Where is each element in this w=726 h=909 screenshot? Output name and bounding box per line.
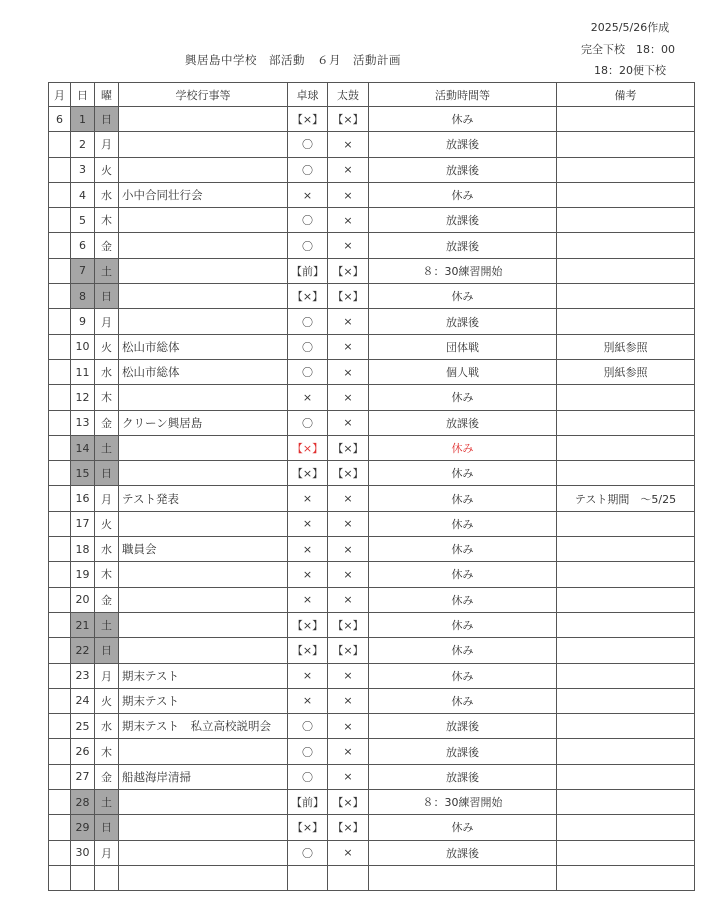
day-cell: 20 — [71, 587, 95, 612]
activity-cell: 放課後 — [369, 840, 557, 865]
table-row — [49, 410, 695, 435]
table-row — [49, 208, 695, 233]
day-cell: 25 — [71, 714, 95, 739]
activity-cell: 放課後 — [369, 233, 557, 258]
event-cell: 期末テスト — [119, 688, 288, 713]
activity-cell: ８：30練習開始 — [369, 790, 557, 815]
weekday-cell: 土 — [95, 790, 119, 815]
month-cell — [49, 688, 71, 713]
table-tennis-cell: × — [288, 537, 328, 562]
activity-cell: 休み — [369, 435, 557, 460]
full-leave-time: 完全下校 18：00 — [581, 43, 675, 56]
note-cell — [557, 410, 695, 435]
weekday-cell: 火 — [95, 688, 119, 713]
table-row — [49, 258, 695, 283]
table-row — [49, 840, 695, 865]
month-cell — [49, 385, 71, 410]
month-cell — [49, 815, 71, 840]
day-cell: 19 — [71, 562, 95, 587]
weekday-cell: 日 — [95, 284, 119, 309]
weekday-cell: 月 — [95, 486, 119, 511]
table-row — [49, 612, 695, 637]
table-row — [49, 562, 695, 587]
note-cell — [557, 258, 695, 283]
taiko-cell: × — [328, 157, 369, 182]
day-cell: 7 — [71, 258, 95, 283]
day-cell: 16 — [71, 486, 95, 511]
taiko-cell: × — [328, 233, 369, 258]
note-cell — [557, 233, 695, 258]
day-cell: 2 — [71, 132, 95, 157]
note-cell — [557, 790, 695, 815]
month-cell — [49, 587, 71, 612]
weekday-cell: 日 — [95, 461, 119, 486]
table-tennis-cell: × — [288, 688, 328, 713]
weekday-cell: 月 — [95, 309, 119, 334]
taiko-cell: × — [328, 562, 369, 587]
event-cell: 職員会 — [119, 537, 288, 562]
day-cell: 1 — [71, 107, 95, 132]
activity-cell: 放課後 — [369, 309, 557, 334]
table-row — [49, 132, 695, 157]
taiko-cell: 【×】 — [328, 284, 369, 309]
header-row — [49, 83, 695, 107]
table-row — [49, 157, 695, 182]
day-cell: 30 — [71, 840, 95, 865]
created-date: 2025/5/26作成 — [590, 21, 670, 34]
day-cell: 6 — [71, 233, 95, 258]
note-cell — [557, 182, 695, 207]
month-cell — [49, 714, 71, 739]
day-cell: 3 — [71, 157, 95, 182]
col-taiko: 太鼓 — [328, 83, 369, 107]
weekday-cell: 火 — [95, 334, 119, 359]
note-cell — [557, 764, 695, 789]
empty-cell — [557, 865, 695, 890]
event-cell — [119, 208, 288, 233]
day-cell: 9 — [71, 309, 95, 334]
month-cell — [49, 284, 71, 309]
table-tennis-cell: 〇 — [288, 410, 328, 435]
activity-cell: 休み — [369, 182, 557, 207]
table-tennis-cell: × — [288, 663, 328, 688]
activity-cell: 放課後 — [369, 764, 557, 789]
note-cell — [557, 638, 695, 663]
table-row — [49, 309, 695, 334]
day-cell: 24 — [71, 688, 95, 713]
weekday-cell: 水 — [95, 537, 119, 562]
weekday-cell: 金 — [95, 233, 119, 258]
activity-cell: 休み — [369, 385, 557, 410]
empty-cell — [288, 865, 328, 890]
event-cell — [119, 511, 288, 536]
note-cell: テスト期間 ～5/25 — [557, 486, 695, 511]
taiko-cell: 【×】 — [328, 258, 369, 283]
month-cell — [49, 359, 71, 384]
activity-cell: 休み — [369, 663, 557, 688]
month-cell — [49, 612, 71, 637]
note-cell — [557, 840, 695, 865]
taiko-cell: × — [328, 182, 369, 207]
taiko-cell: × — [328, 688, 369, 713]
event-cell — [119, 157, 288, 182]
month-cell — [49, 511, 71, 536]
activity-cell: 休み — [369, 688, 557, 713]
weekday-cell: 水 — [95, 359, 119, 384]
day-cell: 21 — [71, 612, 95, 637]
activity-cell: 休み — [369, 612, 557, 637]
table-tennis-cell: × — [288, 511, 328, 536]
weekday-cell: 日 — [95, 815, 119, 840]
activity-cell: 放課後 — [369, 132, 557, 157]
day-cell: 4 — [71, 182, 95, 207]
col-table-tennis: 卓球 — [288, 83, 328, 107]
taiko-cell: 【×】 — [328, 612, 369, 637]
activity-cell: 団体戦 — [369, 334, 557, 359]
empty-cell — [95, 865, 119, 890]
note-cell — [557, 132, 695, 157]
event-cell — [119, 815, 288, 840]
event-cell: クリーン興居島 — [119, 410, 288, 435]
taiko-cell: 【×】 — [328, 815, 369, 840]
event-cell: 期末テスト — [119, 663, 288, 688]
day-cell: 15 — [71, 461, 95, 486]
month-cell — [49, 157, 71, 182]
note-cell — [557, 284, 695, 309]
event-cell — [119, 233, 288, 258]
activity-cell: 放課後 — [369, 157, 557, 182]
table-tennis-cell: 【×】 — [288, 815, 328, 840]
col-day: 日 — [71, 83, 95, 107]
event-cell — [119, 132, 288, 157]
activity-cell: 休み — [369, 486, 557, 511]
col-school-events: 学校行事等 — [119, 83, 288, 107]
table-row — [49, 233, 695, 258]
activity-cell: 放課後 — [369, 714, 557, 739]
table-row — [49, 688, 695, 713]
note-cell — [557, 309, 695, 334]
table-row — [49, 790, 695, 815]
event-cell — [119, 562, 288, 587]
table-row — [49, 334, 695, 359]
activity-cell: 休み — [369, 815, 557, 840]
day-cell: 18 — [71, 537, 95, 562]
table-row — [49, 107, 695, 132]
activity-cell: 休み — [369, 284, 557, 309]
note-cell — [557, 511, 695, 536]
month-cell — [49, 435, 71, 460]
table-tennis-cell: 〇 — [288, 132, 328, 157]
table-tennis-cell: 【×】 — [288, 461, 328, 486]
taiko-cell: 【×】 — [328, 638, 369, 663]
table-tennis-cell: × — [288, 385, 328, 410]
activity-cell: 休み — [369, 107, 557, 132]
event-cell — [119, 461, 288, 486]
table-tennis-cell: 〇 — [288, 714, 328, 739]
table-row — [49, 815, 695, 840]
day-cell: 29 — [71, 815, 95, 840]
table-tennis-cell: 【×】 — [288, 435, 328, 460]
taiko-cell: × — [328, 309, 369, 334]
event-cell: 小中合同壮行会 — [119, 182, 288, 207]
col-activity-time: 活動時間等 — [369, 83, 557, 107]
table-row — [49, 739, 695, 764]
weekday-cell: 土 — [95, 258, 119, 283]
day-cell: 10 — [71, 334, 95, 359]
table-tennis-cell: 〇 — [288, 840, 328, 865]
note-cell — [557, 612, 695, 637]
table-tennis-cell: × — [288, 486, 328, 511]
event-cell — [119, 612, 288, 637]
table-row — [49, 511, 695, 536]
event-cell — [119, 309, 288, 334]
month-cell — [49, 461, 71, 486]
month-cell — [49, 562, 71, 587]
bus-leave-time: 18：20便下校 — [594, 64, 666, 77]
taiko-cell: × — [328, 714, 369, 739]
weekday-cell: 日 — [95, 107, 119, 132]
weekday-cell: 金 — [95, 587, 119, 612]
day-cell: 17 — [71, 511, 95, 536]
month-cell — [49, 410, 71, 435]
taiko-cell: 【×】 — [328, 107, 369, 132]
activity-cell: 休み — [369, 461, 557, 486]
weekday-cell: 金 — [95, 764, 119, 789]
schedule-table — [48, 82, 695, 891]
month-cell — [49, 334, 71, 359]
table-tennis-cell: 〇 — [288, 764, 328, 789]
taiko-cell: × — [328, 334, 369, 359]
month-cell — [49, 132, 71, 157]
activity-cell: 休み — [369, 562, 557, 587]
table-row — [49, 359, 695, 384]
table-row — [49, 663, 695, 688]
table-tennis-cell: 〇 — [288, 309, 328, 334]
taiko-cell: × — [328, 511, 369, 536]
weekday-cell: 木 — [95, 739, 119, 764]
weekday-cell: 木 — [95, 208, 119, 233]
taiko-cell: × — [328, 486, 369, 511]
note-cell — [557, 714, 695, 739]
note-cell — [557, 587, 695, 612]
activity-cell: ８：30練習開始 — [369, 258, 557, 283]
day-cell: 13 — [71, 410, 95, 435]
taiko-cell: 【×】 — [328, 435, 369, 460]
table-tennis-cell: 【×】 — [288, 638, 328, 663]
month-cell — [49, 790, 71, 815]
empty-cell — [328, 865, 369, 890]
month-cell — [49, 638, 71, 663]
note-cell — [557, 688, 695, 713]
taiko-cell: × — [328, 663, 369, 688]
table-row — [49, 764, 695, 789]
note-cell — [557, 815, 695, 840]
taiko-cell: × — [328, 537, 369, 562]
table-tennis-cell: 〇 — [288, 208, 328, 233]
table-tennis-cell: 〇 — [288, 739, 328, 764]
weekday-cell: 金 — [95, 410, 119, 435]
note-cell — [557, 385, 695, 410]
activity-cell: 放課後 — [369, 208, 557, 233]
empty-cell — [119, 865, 288, 890]
day-cell: 5 — [71, 208, 95, 233]
weekday-cell: 水 — [95, 714, 119, 739]
event-cell — [119, 435, 288, 460]
empty-row — [49, 865, 695, 890]
day-cell: 14 — [71, 435, 95, 460]
day-cell: 22 — [71, 638, 95, 663]
taiko-cell: × — [328, 840, 369, 865]
month-cell — [49, 233, 71, 258]
month-cell — [49, 764, 71, 789]
table-row — [49, 182, 695, 207]
table-tennis-cell: 〇 — [288, 334, 328, 359]
col-notes: 備考 — [557, 83, 695, 107]
note-cell — [557, 107, 695, 132]
table-row — [49, 284, 695, 309]
empty-cell — [49, 865, 71, 890]
table-row — [49, 461, 695, 486]
taiko-cell: × — [328, 410, 369, 435]
month-cell — [49, 486, 71, 511]
table-row — [49, 435, 695, 460]
taiko-cell: × — [328, 385, 369, 410]
day-cell: 23 — [71, 663, 95, 688]
event-cell: 松山市総体 — [119, 334, 288, 359]
table-tennis-cell: × — [288, 587, 328, 612]
day-cell: 12 — [71, 385, 95, 410]
event-cell — [119, 739, 288, 764]
table-tennis-cell: 【前】 — [288, 790, 328, 815]
event-cell: テスト発表 — [119, 486, 288, 511]
weekday-cell: 木 — [95, 562, 119, 587]
table-tennis-cell: × — [288, 182, 328, 207]
activity-cell: 休み — [369, 537, 557, 562]
event-cell — [119, 107, 288, 132]
empty-cell — [369, 865, 557, 890]
weekday-cell: 水 — [95, 182, 119, 207]
note-cell: 別紙参照 — [557, 359, 695, 384]
event-cell — [119, 840, 288, 865]
table-row — [49, 385, 695, 410]
activity-cell: 休み — [369, 638, 557, 663]
table-tennis-cell: 〇 — [288, 233, 328, 258]
weekday-cell: 火 — [95, 511, 119, 536]
weekday-cell: 土 — [95, 435, 119, 460]
day-cell: 27 — [71, 764, 95, 789]
note-cell — [557, 537, 695, 562]
event-cell: 船越海岸清掃 — [119, 764, 288, 789]
note-cell — [557, 461, 695, 486]
event-cell: 期末テスト 私立高校説明会 — [119, 714, 288, 739]
month-cell — [49, 182, 71, 207]
month-cell — [49, 739, 71, 764]
table-tennis-cell: 【×】 — [288, 284, 328, 309]
table-tennis-cell: 【前】 — [288, 258, 328, 283]
note-cell — [557, 435, 695, 460]
day-cell: 8 — [71, 284, 95, 309]
note-cell — [557, 562, 695, 587]
day-cell: 28 — [71, 790, 95, 815]
event-cell: 松山市総体 — [119, 359, 288, 384]
event-cell — [119, 385, 288, 410]
page-title: 興居島中学校 部活動 ６月 活動計画 — [185, 53, 401, 67]
note-cell — [557, 663, 695, 688]
month-cell: 6 — [49, 107, 71, 132]
month-cell — [49, 537, 71, 562]
taiko-cell: × — [328, 208, 369, 233]
activity-cell: 個人戦 — [369, 359, 557, 384]
note-cell — [557, 208, 695, 233]
weekday-cell: 木 — [95, 385, 119, 410]
taiko-cell: × — [328, 764, 369, 789]
weekday-cell: 日 — [95, 638, 119, 663]
taiko-cell: 【×】 — [328, 790, 369, 815]
weekday-cell: 土 — [95, 612, 119, 637]
taiko-cell: × — [328, 132, 369, 157]
empty-cell — [71, 865, 95, 890]
event-cell — [119, 638, 288, 663]
month-cell — [49, 663, 71, 688]
activity-cell: 放課後 — [369, 739, 557, 764]
taiko-cell: × — [328, 359, 369, 384]
table-row — [49, 714, 695, 739]
taiko-cell: × — [328, 587, 369, 612]
table-row — [49, 537, 695, 562]
note-cell — [557, 739, 695, 764]
taiko-cell: 【×】 — [328, 461, 369, 486]
day-cell: 11 — [71, 359, 95, 384]
activity-cell: 休み — [369, 587, 557, 612]
table-tennis-cell: 〇 — [288, 359, 328, 384]
note-cell: 別紙参照 — [557, 334, 695, 359]
table-tennis-cell: 【×】 — [288, 612, 328, 637]
event-cell — [119, 284, 288, 309]
activity-cell: 休み — [369, 511, 557, 536]
event-cell — [119, 258, 288, 283]
col-month: 月 — [49, 83, 71, 107]
month-cell — [49, 309, 71, 334]
taiko-cell: × — [328, 739, 369, 764]
table-tennis-cell: 〇 — [288, 157, 328, 182]
weekday-cell: 月 — [95, 840, 119, 865]
table-tennis-cell: 【×】 — [288, 107, 328, 132]
day-cell: 26 — [71, 739, 95, 764]
month-cell — [49, 208, 71, 233]
event-cell — [119, 790, 288, 815]
note-cell — [557, 157, 695, 182]
col-weekday: 曜 — [95, 83, 119, 107]
weekday-cell: 月 — [95, 663, 119, 688]
table-row — [49, 638, 695, 663]
weekday-cell: 月 — [95, 132, 119, 157]
event-cell — [119, 587, 288, 612]
month-cell — [49, 840, 71, 865]
month-cell — [49, 258, 71, 283]
table-row — [49, 486, 695, 511]
activity-cell: 放課後 — [369, 410, 557, 435]
table-tennis-cell: × — [288, 562, 328, 587]
table-row — [49, 587, 695, 612]
weekday-cell: 火 — [95, 157, 119, 182]
